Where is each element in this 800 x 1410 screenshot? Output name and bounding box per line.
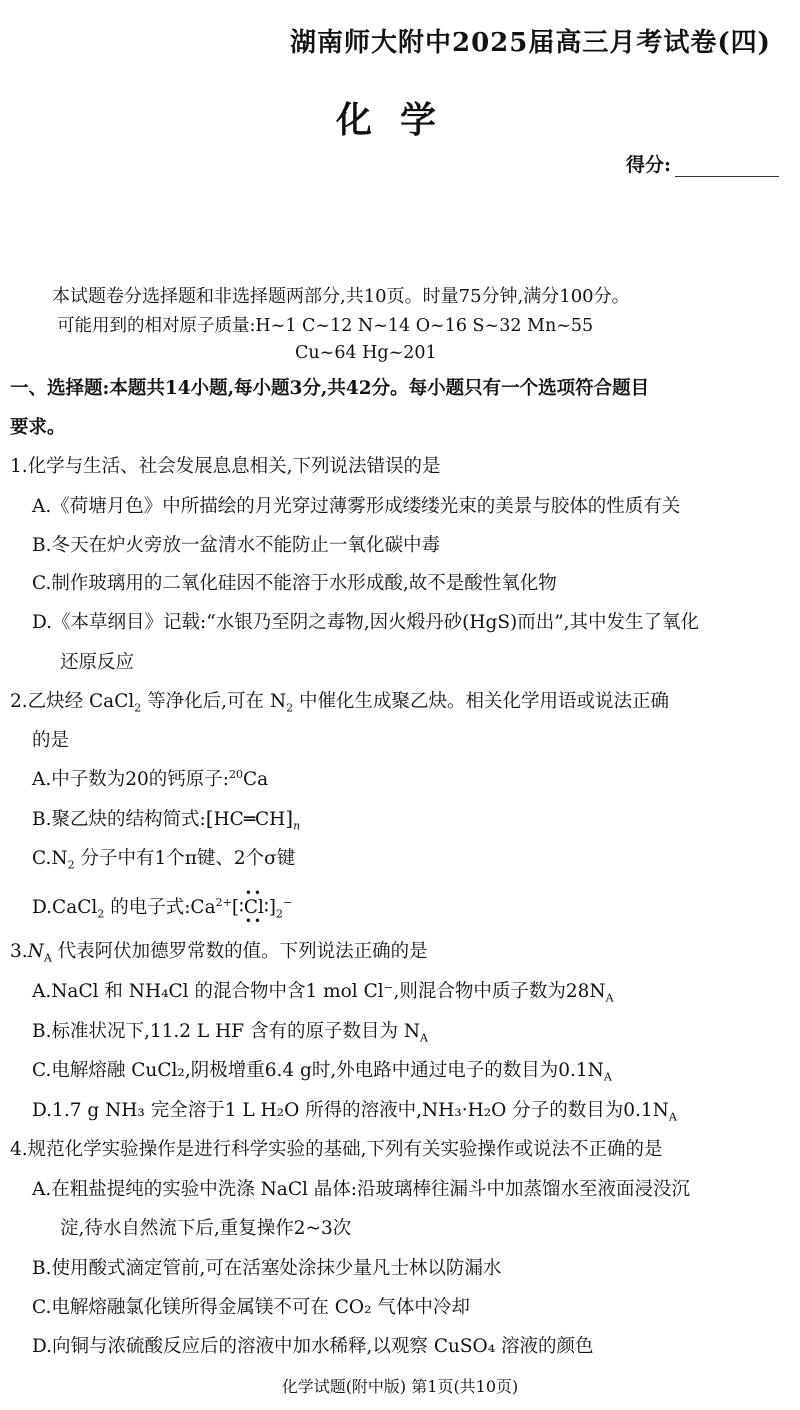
atomic-mass-line: 可能用到的相对原子质量:H~1 C~12 N~14 O~16 S~32 Mn~55 (57, 316, 594, 336)
question-3-option-a: A.NaCl 和 NH₄Cl 的混合物中含1 mol Cl⁻,则混合物中质子数为$28N_A$ (32, 981, 614, 1005)
question-1-option-a: A.《荷塘月色》中所描绘的月光穿过薄雾形成缕缕光束的美景与胶体的性质有关 (32, 496, 681, 517)
question-2-option-a: A.中子数为20的钙原子:$^{20}$Ca (32, 767, 269, 790)
question-4-option-c: C.电解熔融氯化镁所得金属镁不可在 CO₂ 气体中冷却 (32, 1297, 470, 1318)
page-footer: 化学试题(附中版) 第1页(共10页) (281, 1377, 519, 1396)
score-label: 得分: (626, 154, 672, 176)
chloride-lewis-structure: •• [∶Cl∶] •• (231, 886, 276, 928)
question-2-option-c: $C.N_2$ 分子中有1个π键、2个σ键 (32, 848, 296, 872)
question-4-option-b: B.使用酸式滴定管前,可在活塞处涂抹少量凡士林以防漏水 (32, 1258, 502, 1279)
question-2-stem-cont: 的是 (32, 730, 70, 751)
question-1-stem: 1.化学与生活、社会发展息息相关,下列说法错误的是 (10, 456, 441, 477)
question-3-option-b: B.标准状况下,11.2 L HF 含有的原子数目为 $N_A$ (32, 1021, 428, 1045)
score-blank-line (675, 158, 779, 177)
section-heading-cont: 要求。 (10, 417, 66, 438)
question-2-option-b: B.聚乙炔的结构简式$:[HC═CH]_n$ (32, 806, 301, 833)
question-3-option-d: D.1.7 g NH₃ 完全溶于1 L H₂O 所得的溶液中,NH₃·H₂O 分子的数目为$0.1N_A$ (32, 1100, 677, 1124)
question-1-option-c: C.制作玻璃用的二氧化硅因不能溶于水形成酸,故不是酸性氧化物 (32, 573, 557, 594)
atomic-mass-line-2: Cu~64 Hg~201 (295, 343, 437, 363)
section-heading: 一、选择题:本题共14小题,每小题3分,共42分。每小题只有一个选项符合题目 (10, 378, 650, 399)
question-4-stem: 4.规范化学实验操作是进行科学实验的基础,下列有关实验操作或说法不正确的是 (10, 1139, 663, 1160)
subject-title: 化学 (335, 99, 464, 141)
exam-title: 湖南师大附中2025届高三月考试卷(四) (290, 28, 771, 58)
score-field (626, 150, 779, 177)
intro-line: 本试题卷分选择题和非选择题两部分,共10页。时量75分钟,满分100分。 (52, 286, 630, 307)
question-1-option-b: B.冬天在炉火旁放一盆清水不能防止一氧化碳中毒 (32, 535, 440, 556)
question-4-option-d: D.向铜与浓硫酸反应后的溶液中加水稀释,以观察 CuSO₄ 溶液的颜色 (32, 1336, 594, 1357)
question-4-option-a: A.在粗盐提纯的实验中洗涤 NaCl 晶体:沿玻璃棒往漏斗中加蒸馏水至液面浸没沉 (32, 1179, 691, 1200)
question-1-option-d: D.《本草纲目》记载:“水银乃至阴之毒物,因火煅丹砂(HgS)而出”,其中发生了氧化 (32, 612, 700, 633)
question-3-option-c: C.电解熔融 CuCl₂,阴极增重6.4 g时,外电路中通过电子的数目为$0.1N_A$ (32, 1060, 612, 1084)
question-4-option-a-cont: 淀,待水自然流下后,重复操作2~3次 (60, 1218, 352, 1239)
question-2-stem: 2.乙炔经 CaCl$_2$ 等净化后,可在 $N_2$ 中催化生成聚乙炔。相关化学用语或说法正确 (10, 691, 670, 715)
question-1-option-d-cont: 还原反应 (60, 652, 135, 673)
question-2-option-d: D.CaCl$_2$ 的电子式$:Ca^{2+}$ •• [∶Cl∶] •• $_2$− (32, 886, 293, 928)
question-3-stem: $3.N_A$ 代表阿伏加德罗常数的值。下列说法正确的是 (10, 941, 428, 965)
